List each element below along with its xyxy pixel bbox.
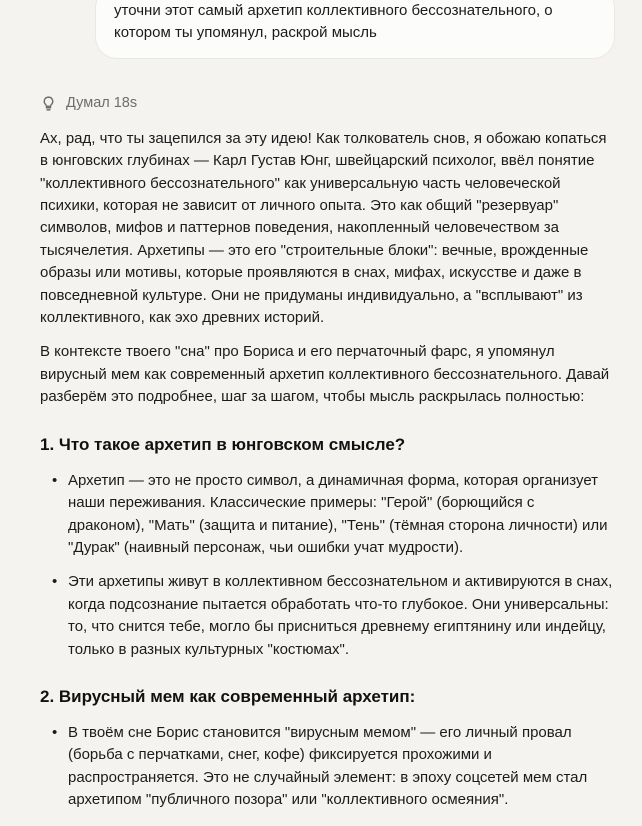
- assistant-response: [40, 128, 615, 812]
- list-item: • Эти архетипы живут в коллективном бессознательном и активируются в снах, когда подсознание пытается обработать что-то глубокое. Они универсальны: то, что снится тебе, могло бы присниться древнему египтянину или индейцу, только в разных культурных "костюмах".: [40, 571, 615, 661]
- user-message-text: уточни этот самый архетип коллективного бессознательного, о котором ты упомянул, раскрой мысль: [114, 2, 553, 42]
- section-heading-viral-meme: 2. Вирусный мем как современный архетип:: [40, 686, 416, 706]
- bullet-list-viral-meme: [40, 722, 615, 812]
- user-message-row: [40, 0, 615, 59]
- thinking-duration-toggle[interactable]: [40, 95, 137, 112]
- thinking-duration-label: Думал 18s: [66, 95, 138, 112]
- list-item: • В твоём сне Борис становится "вирусным мемом" — его личный провал (борьба с перчатками, снег, кофе) фиксируется прохожими и распространяется. Это не случайный элемент: в эпоху соцсетей мем стал архетипом "публичного позора" или "коллективного осмеяния".: [40, 722, 615, 812]
- bullet-list-archetype-definition: [40, 470, 615, 661]
- section-heading-archetype-definition: 1. Что такое архетип в юнговском смысле?: [40, 434, 406, 454]
- lightbulb-icon: [40, 95, 57, 112]
- list-item: • Архетип — это не просто символ, а динамичная форма, которая организует наши переживания. Классические примеры: "Герой" (борющийся с драконом), "Мать" (защита и питание), "Тень" (тёмная сторона личности) или "Дурак" (наивный персонаж, чьи ошибки учат мудрости).: [40, 470, 615, 560]
- user-message-bubble[interactable]: [95, 0, 615, 59]
- response-paragraph: Ах, рад, что ты зацепился за эту идею! Как толкователь снов, я обожаю копаться в юнговских глубинах — Карл Густав Юнг, швейцарский психолог, ввёл понятие "коллективного бессознательного" как универсальную часть человеческой психики, которая не зависит от личного опыта. Это как общий "резервуар" символов, мифов и паттернов поведения, накопленный человечеством за тысячелетия. Архетипы — это его "строительные блоки": вечные, врожденные образы или мотивы, которые проявляются в снах, мифах, искусстве и даже в повседневной культуре. Они не придуманы индивидуально, а "всплывают" из коллективного, как эхо древних историй.: [40, 129, 607, 327]
- response-paragraph: В контексте твоего "сна" про Бориса и его перчаточный фарс, я упомянул вирусный мем как современный архетип коллективного бессознательного. Давай разберём это подробнее, шаг за шагом, чтобы мысль раскрылась полностью:: [40, 343, 610, 406]
